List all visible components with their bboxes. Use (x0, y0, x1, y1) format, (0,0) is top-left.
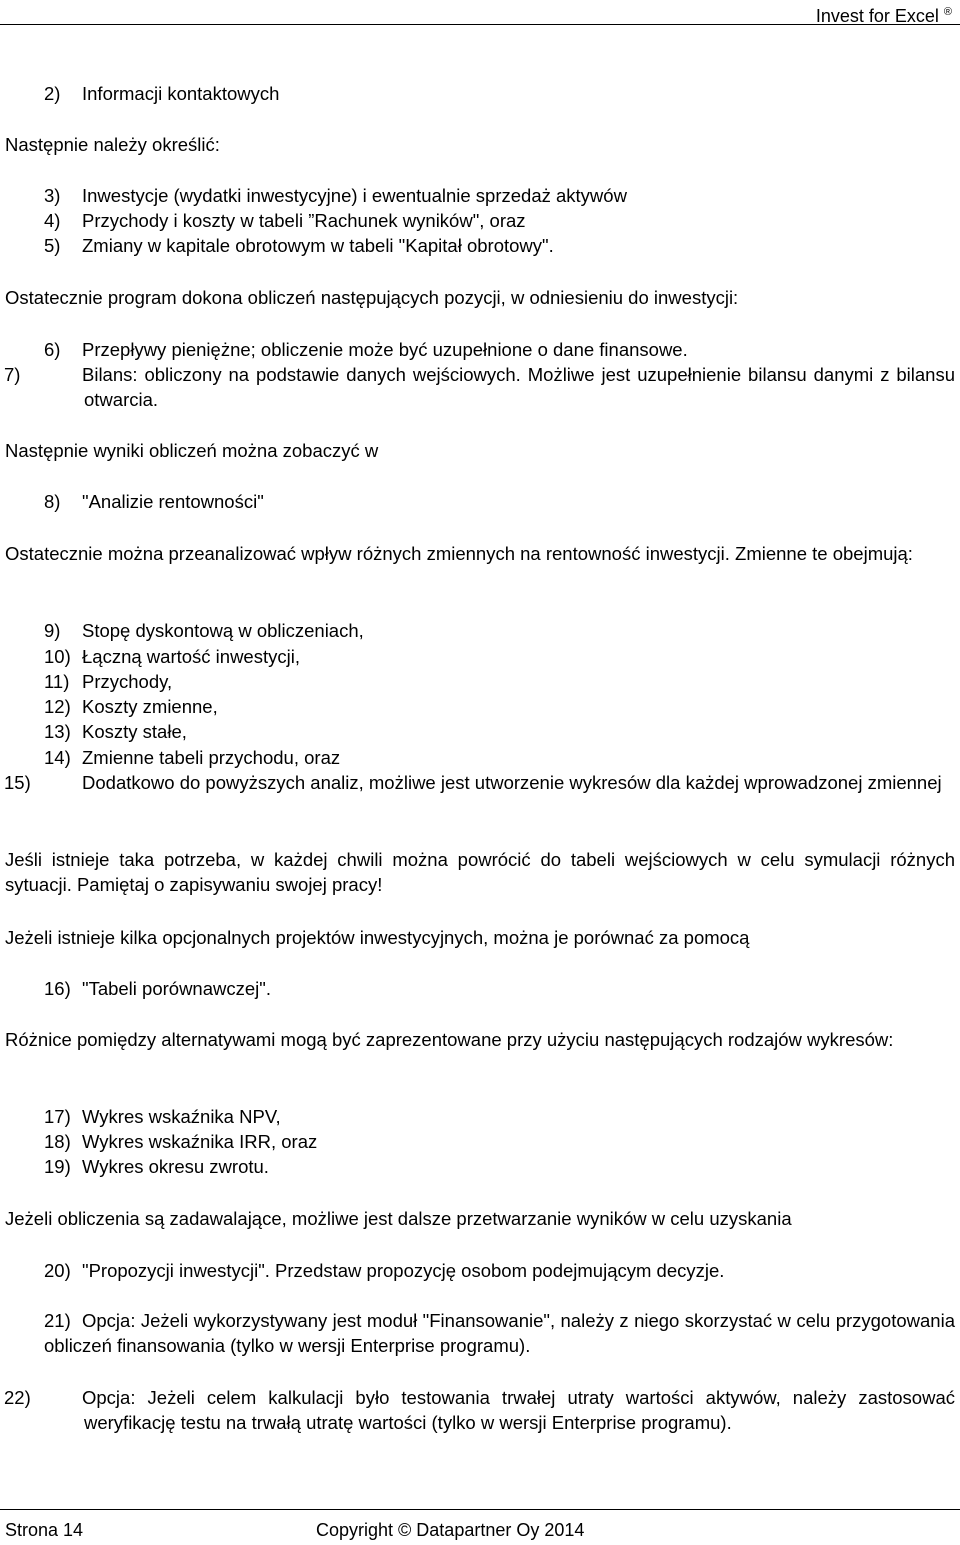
list-text: Wykres okresu zwrotu. (82, 1156, 269, 1177)
paragraph-satisfy: Jeżeli obliczenia są zadawalające, możliwe jest dalsze przetwarzanie wyników w celu uzyskania (5, 1208, 792, 1229)
list-number: 22) (4, 1387, 31, 1408)
list-item-2 (44, 81, 955, 106)
list-item-3 (44, 183, 955, 208)
list-number: 12) (44, 696, 71, 717)
list-text: Bilans: obliczony na podstawie danych wejściowych. Możliwe jest uzupełnienie bilansu danymi z bilansu otwarcia. (82, 364, 955, 410)
list-text: Łączną wartość inwestycji, (82, 646, 300, 667)
list-item-7 (4, 362, 955, 412)
list-item-13 (44, 719, 955, 744)
list-item-9 (44, 618, 955, 643)
list-item-5 (44, 233, 955, 258)
list-number: 21) (44, 1310, 71, 1331)
list-text: Opcja: Jeżeli wykorzystywany jest moduł "Finansowanie", należy z niego skorzystać w celu przygotowania obliczeń finansowania (tylko w wersji Enterprise programu). (44, 1310, 955, 1356)
registered-mark: ® (943, 6, 952, 18)
list-item-22 (4, 1385, 955, 1435)
list-number: 14) (44, 747, 71, 768)
list-text: Informacji kontaktowych (82, 83, 280, 104)
list-item-19 (44, 1154, 955, 1179)
list-text: Przepływy pieniężne; obliczenie może być uzupełnione o dane finansowe. (82, 339, 688, 360)
list-text: Stopę dyskontową w obliczeniach, (82, 620, 364, 641)
list-item-8 (44, 489, 955, 514)
list-text: Koszty stałe, (82, 721, 187, 742)
list-item-11 (44, 669, 955, 694)
paragraph-final: Ostatecznie program dokona obliczeń następujących pozycji, w odniesieniu do inwestycji: (5, 287, 739, 308)
list-item-18 (44, 1129, 955, 1154)
list-item-16 (44, 976, 955, 1001)
list-number: 4) (44, 210, 61, 231)
list-number: 17) (44, 1106, 71, 1127)
list-item-14 (44, 745, 955, 770)
paragraph-analyze: Ostatecznie można przeanalizować wpływ różnych zmiennych na rentowność inwestycji. Zmienne te obejmują: (5, 543, 913, 564)
paragraph-next: Następnie należy określić: (5, 134, 220, 155)
list-item-21 (44, 1308, 955, 1358)
page-header (0, 0, 960, 25)
list-text: Dodatkowo do powyższych analiz, możliwe jest utworzenie wykresów dla każdej wprowadzonej zmiennej (82, 772, 942, 793)
list-item-10 (44, 644, 955, 669)
list-item-15 (4, 770, 955, 795)
list-number: 3) (44, 185, 61, 206)
list-text: Wykres wskaźnika IRR, oraz (82, 1131, 318, 1152)
list-text: Przychody i koszty w tabeli ”Rachunek wyników", oraz (82, 210, 526, 231)
list-text: Koszty zmienne, (82, 696, 218, 717)
footer-page-number: Strona 14 (5, 1520, 84, 1540)
list-number: 2) (44, 83, 61, 104)
list-text: Przychody, (82, 671, 173, 692)
list-number: 19) (44, 1156, 71, 1177)
list-number: 16) (44, 978, 71, 999)
list-number: 11) (44, 671, 70, 692)
header-title (816, 1, 952, 27)
list-number: 15) (4, 772, 31, 793)
list-text: Zmienne tabeli przychodu, oraz (82, 747, 341, 768)
list-text: Wykres wskaźnika NPV, (82, 1106, 281, 1127)
list-number: 9) (44, 620, 61, 641)
list-text: "Analizie rentowności" (82, 491, 264, 512)
header-title-text: Invest for Excel (815, 6, 939, 26)
list-text: Zmiany w kapitale obrotowym w tabeli "Kapitał obrotowy". (82, 235, 554, 256)
list-number: 5) (44, 235, 61, 256)
list-item-4 (44, 208, 955, 233)
list-number: 13) (44, 721, 71, 742)
list-item-6 (44, 337, 955, 362)
footer-copyright: Copyright © Datapartner Oy 2014 (316, 1520, 585, 1540)
list-number: 8) (44, 491, 61, 512)
list-text: "Propozycji inwestycji". Przedstaw propozycję osobom podejmującym decyzje. (82, 1260, 725, 1281)
list-number: 7) (4, 364, 21, 385)
list-text: Inwestycje (wydatki inwestycyjne) i ewentualnie sprzedaż aktywów (82, 185, 627, 206)
list-item-12 (44, 694, 955, 719)
list-number: 6) (44, 339, 61, 360)
paragraph-compare: Jeżeli istnieje kilka opcjonalnych projektów inwestycyjnych, można je porównać za pomocą (5, 927, 750, 948)
paragraph-results: Następnie wyniki obliczeń można zobaczyć w (5, 440, 379, 461)
list-text: Opcja: Jeżeli celem kalkulacji było testowania trwałej utraty wartości aktywów, należy zastosować weryfikację testu na trwałą utratę wartości (tylko w wersji Enterprise programu). (82, 1387, 955, 1433)
list-item-20 (44, 1258, 955, 1283)
list-text: "Tabeli porównawczej". (82, 978, 271, 999)
paragraph-diffs: Różnice pomiędzy alternatywami mogą być zaprezentowane przy użyciu następujących rodzajów wykresów: (5, 1029, 894, 1050)
footer-divider (0, 1509, 960, 1510)
list-number: 10) (44, 646, 71, 667)
paragraph-return: Jeśli istnieje taka potrzeba, w każdej chwili można powrócić do tabeli wejściowych w celu symulacji różnych sytuacji. Pamiętaj o zapisywaniu swojej pracy! (5, 849, 955, 895)
list-number: 20) (44, 1260, 71, 1281)
list-number: 18) (44, 1131, 71, 1152)
list-item-17 (44, 1104, 955, 1129)
